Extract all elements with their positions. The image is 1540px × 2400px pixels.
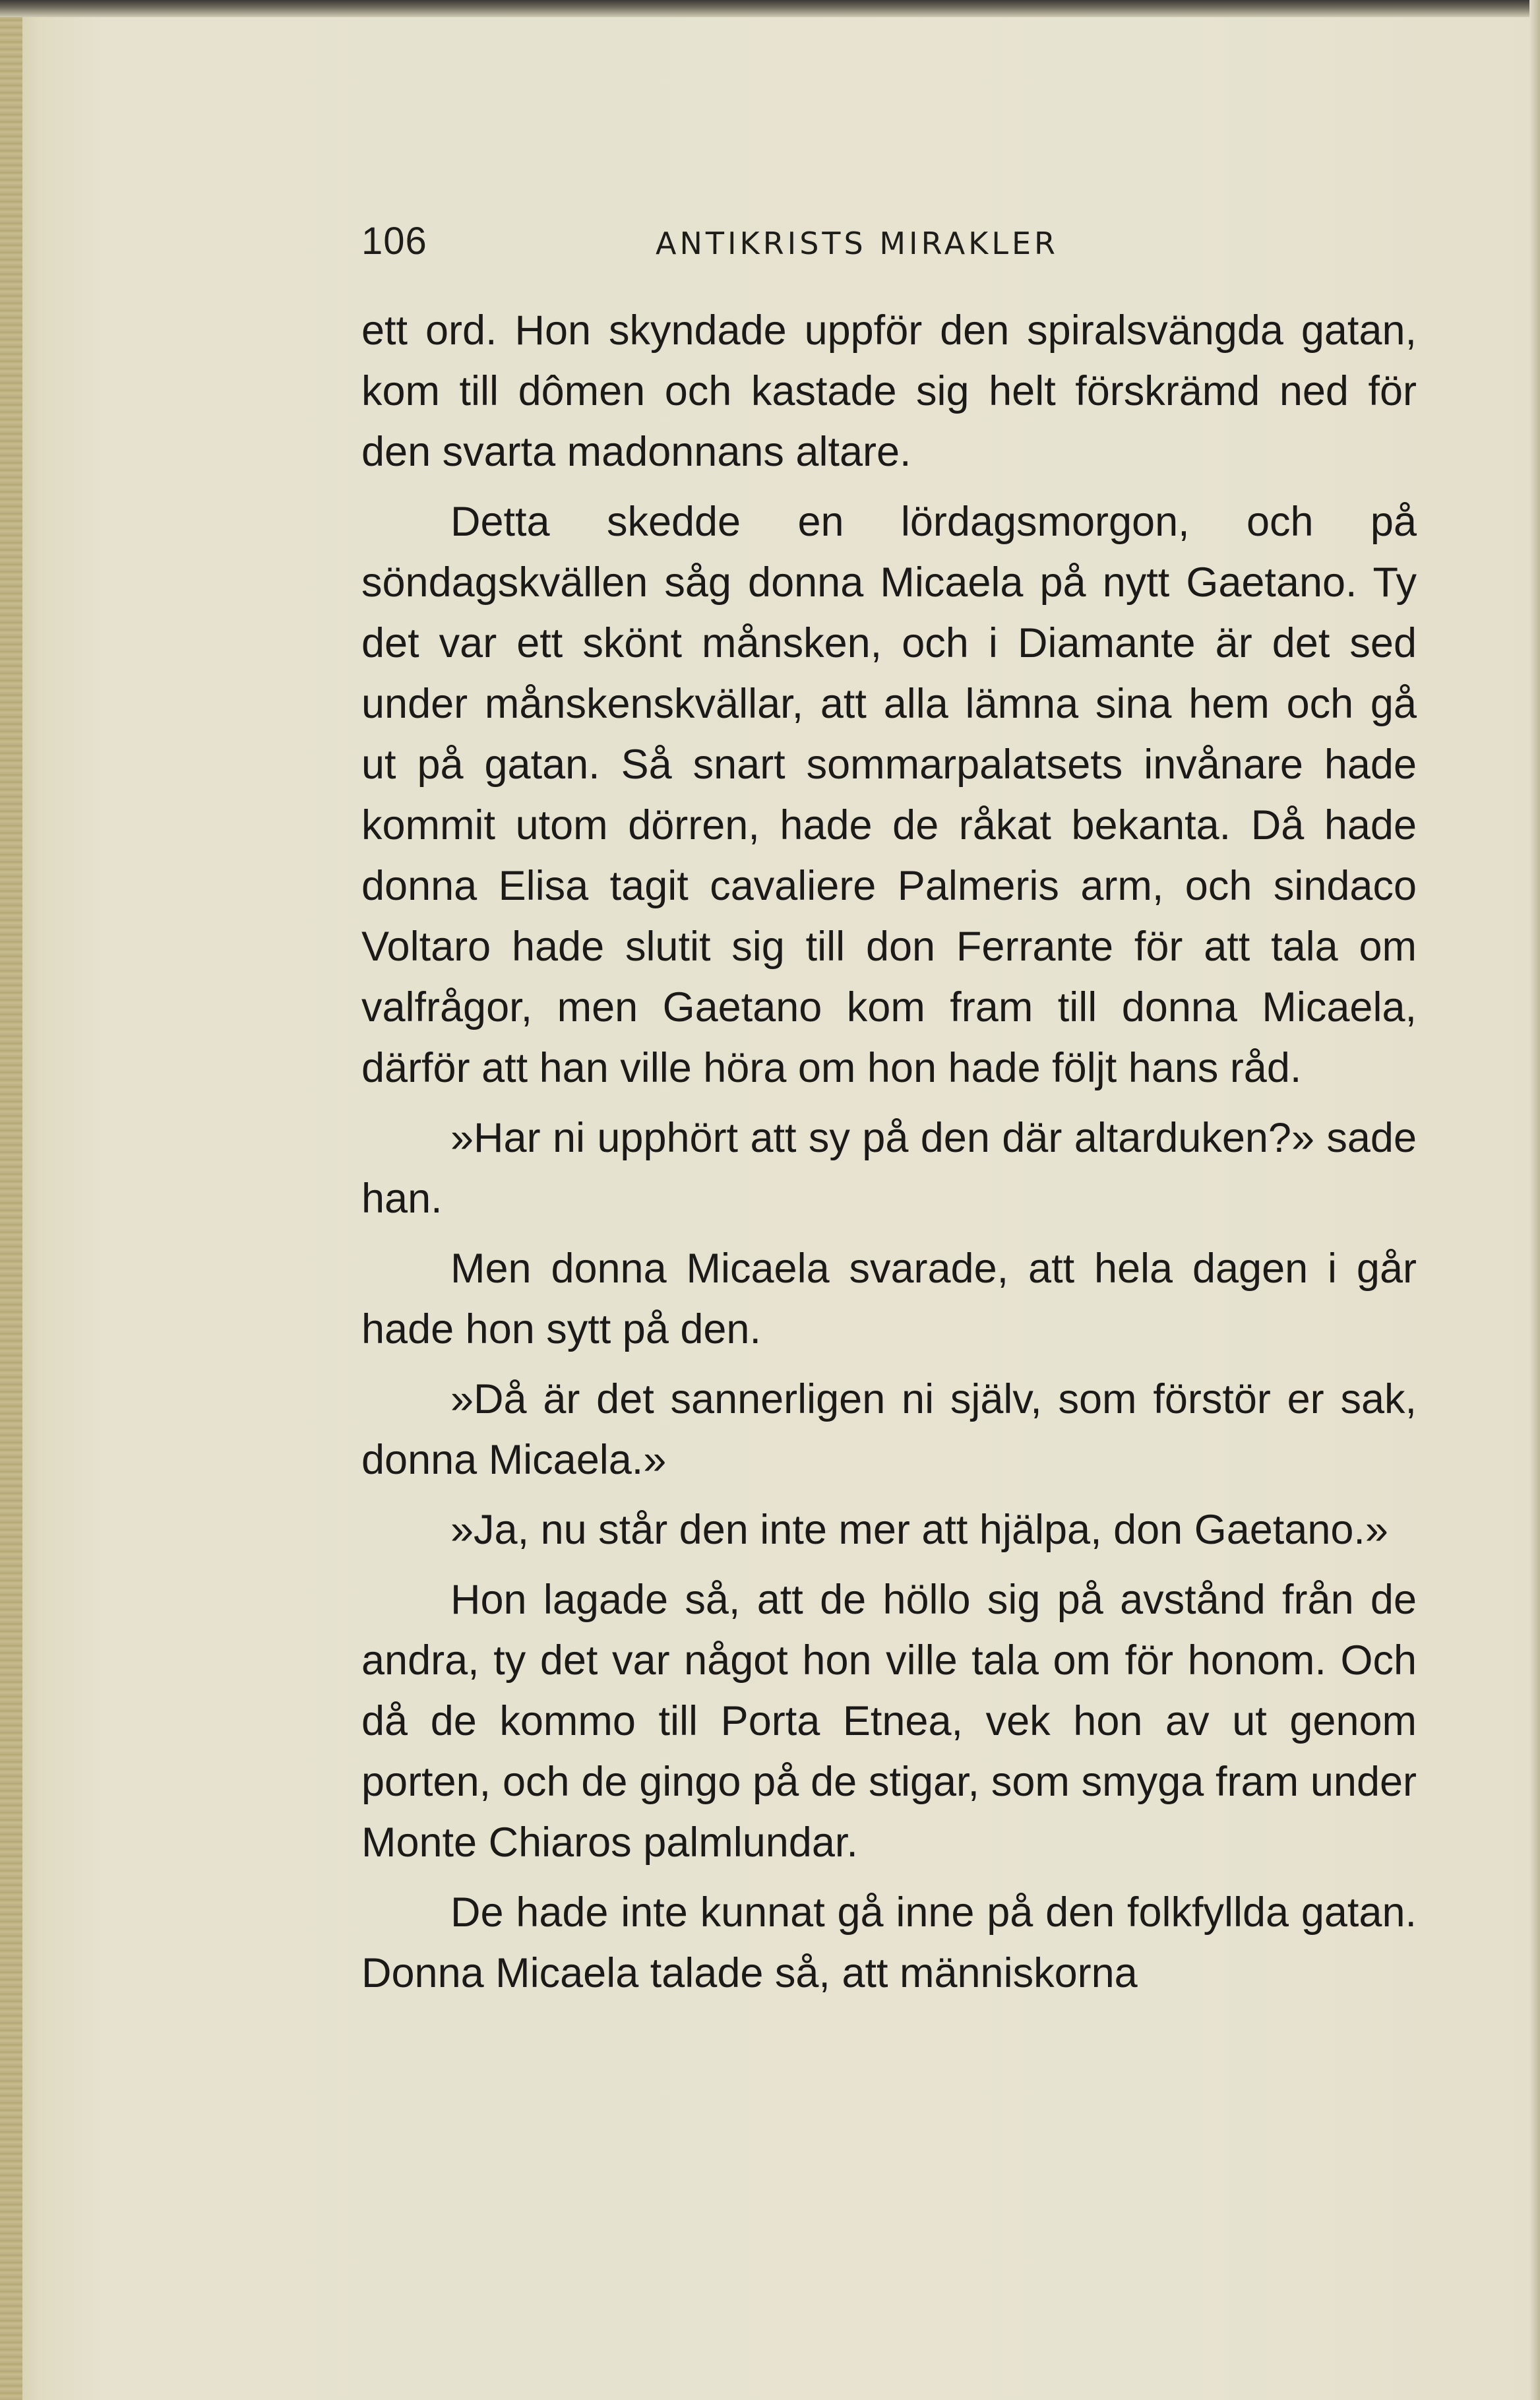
page-top-edge	[0, 0, 1540, 17]
page-spine-edge	[0, 0, 22, 2400]
paragraph: »Då är det sannerligen ni själv, som förstör er sak, donna Micaela.»	[361, 1376, 1417, 1483]
body-text	[361, 300, 1417, 2004]
page-right-edge	[1529, 0, 1540, 2400]
paragraph: ett ord. Hon skyndade uppför den spiralsvängda gatan, kom till dômen och kastade sig helt förskrämd ned för den svarta madonnans altare.	[361, 307, 1417, 475]
paragraph: Detta skedde en lördagsmorgon, och på söndagskvällen såg donna Micaela på nytt Gaetano. Ty det var ett skönt månsken, och i Diamante är det sed under månskenskvällar, att alla lämna sina hem och gå ut på gatan. Så snart sommarpalatsets invånare hade kommit utom dörren, hade de råkat bekanta. Då hade donna Elisa tagit cavaliere Palmeris arm, och sindaco Voltaro hade slutit sig till don Ferrante för att tala om valfrågor, men Gaetano kom fram till donna Micaela, därför att han ville höra om hon hade följt hans råd.	[361, 499, 1417, 1091]
paragraph: Men donna Micaela svarade, att hela dagen i går hade hon sytt på den.	[361, 1246, 1417, 1352]
page-number: 106	[361, 220, 427, 263]
paragraph: Hon lagade så, att de höllo sig på avstånd från de andra, ty det var något hon ville tala om för honom. Och då de kommo till Porta Etnea, vek hon av ut genom porten, och de gingo på de stigar, som smyga fram under Monte Chiaros palmlundar.	[361, 1577, 1417, 1866]
running-head: ANTIKRISTS MIRAKLER	[656, 226, 1059, 261]
paragraph: »Ja, nu står den inte mer att hjälpa, don Gaetano.»	[450, 1507, 1388, 1553]
paragraph: »Har ni upphört att sy på den där altarduken?» sade han.	[361, 1115, 1417, 1222]
page-header	[361, 219, 1417, 272]
paragraph: De hade inte kunnat gå inne på den folkfyllda gatan. Donna Micaela talade så, att människorna	[361, 1889, 1417, 1996]
